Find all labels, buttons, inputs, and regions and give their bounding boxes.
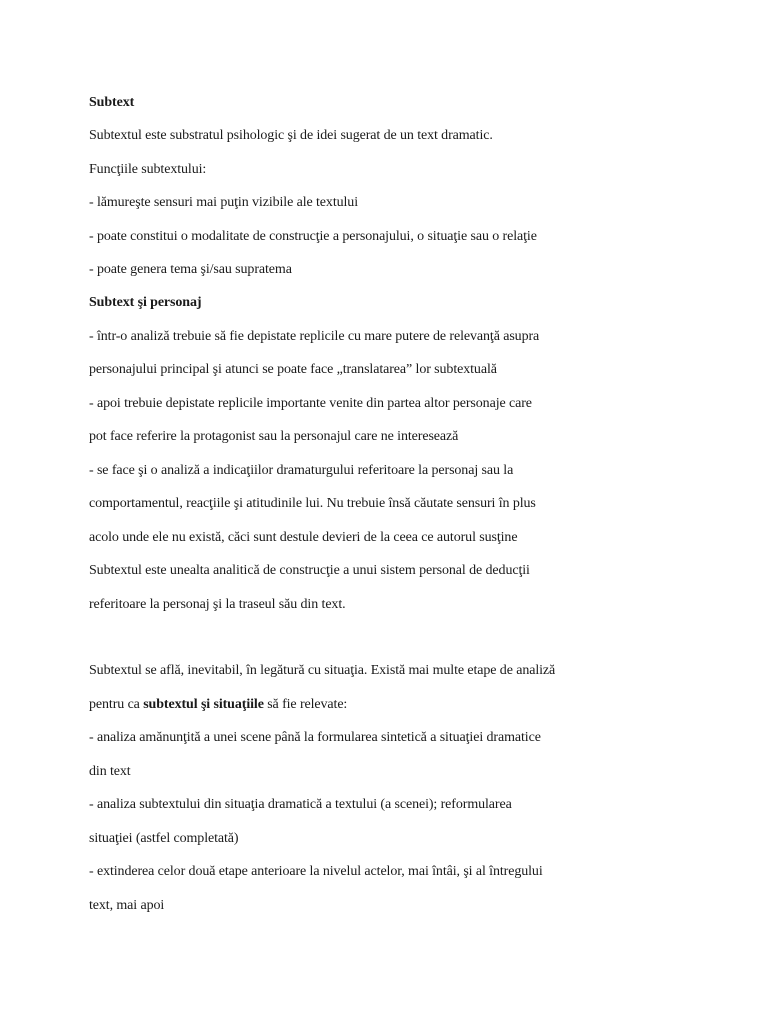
paragraph-line: - într-o analiză trebuie să fie depistate replicile cu mare putere de relevanţă asupra: [89, 329, 540, 344]
list-item-function-2: - poate constitui o modalitate de construcţie a personajului, o situaţie sau o relaţie: [89, 229, 537, 244]
paragraph-line: din text: [89, 764, 131, 779]
paragraph-line: - extinderea celor două etape anterioare la nivelul actelor, mai întâi, şi al întregului: [89, 864, 543, 879]
paragraph-line: situaţiei (astfel completată): [89, 831, 239, 846]
paragraph-line: comportamentul, reacţiile şi atitudinile lui. Nu trebuie însă căutate sensuri în plus: [89, 496, 536, 511]
paragraph-line: text, mai apoi: [89, 898, 165, 913]
paragraph-line: referitoare la personaj şi la traseul său din text.: [89, 597, 346, 612]
paragraph-line: Subtextul este unealta analitică de construcţie a unui sistem personal de deducţii: [89, 563, 530, 578]
heading-subtext: Subtext: [89, 95, 135, 110]
paragraph-line: personajului principal şi atunci se poate face „translatarea” lor subtextuală: [89, 362, 497, 377]
text-run: pentru ca: [89, 697, 144, 712]
heading-subtext-personaj: Subtext şi personaj: [89, 295, 202, 310]
paragraph-line: - se face şi o analiză a indicaţiilor dramaturgului referitoare la personaj sau la: [89, 463, 514, 478]
paragraph-definition: Subtextul este substratul psihologic şi de idei sugerat de un text dramatic.: [89, 128, 493, 143]
paragraph-line: pot face referire la protagonist sau la personajul care ne interesează: [89, 429, 459, 444]
text-run: să fie relevate:: [263, 697, 348, 712]
paragraph-line: acolo unde ele nu există, căci sunt destule devieri de la ceea ce autorul susţine: [89, 530, 518, 545]
paragraph-functions-title: Funcţiile subtextului:: [89, 162, 207, 177]
text-run-bold: subtextul şi situaţiile: [143, 697, 264, 712]
paragraph-line: - apoi trebuie depistate replicile importante venite din partea altor personaje care: [89, 396, 532, 411]
paragraph-line: - analiza subtextului din situaţia dramatică a textului (a scenei); reformularea: [89, 797, 512, 812]
paragraph-line: [89, 696, 347, 714]
list-item-function-3: - poate genera tema şi/sau supratema: [89, 262, 292, 277]
list-item-function-1: - lămureşte sensuri mai puţin vizibile ale textului: [89, 195, 358, 210]
paragraph-line: - analiza amănunţită a unei scene până la formularea sintetică a situaţiei dramatice: [89, 730, 541, 745]
paragraph-line: Subtextul se află, inevitabil, în legătură cu situaţia. Există mai multe etape de analiză: [89, 663, 556, 678]
